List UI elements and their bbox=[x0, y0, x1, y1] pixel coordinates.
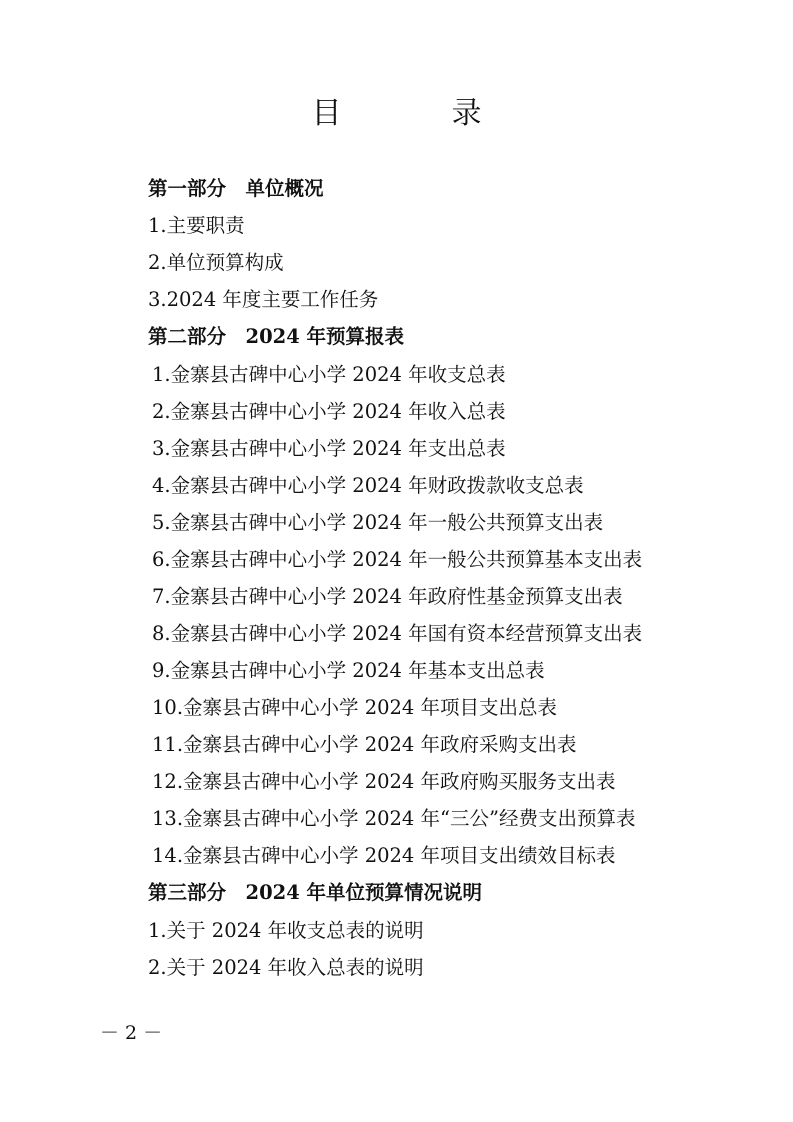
toc-item[interactable]: 12.金寨县古碑中心小学 2024 年政府购买服务支出表 bbox=[152, 770, 616, 793]
toc-item[interactable]: 2.关于 2024 年收入总表的说明 bbox=[148, 956, 424, 979]
toc-item[interactable]: 10.金寨县古碑中心小学 2024 年项目支出总表 bbox=[152, 696, 558, 719]
section-heading-part-1[interactable]: 第一部分 单位概况 bbox=[148, 177, 324, 200]
toc-item[interactable]: 14.金寨县古碑中心小学 2024 年项目支出绩效目标表 bbox=[152, 844, 616, 867]
toc-item[interactable]: 1.主要职责 bbox=[148, 214, 245, 237]
page-number: － 2 － bbox=[100, 1022, 163, 1044]
toc-item[interactable]: 7.金寨县古碑中心小学 2024 年政府性基金预算支出表 bbox=[152, 585, 623, 608]
toc-item[interactable]: 5.金寨县古碑中心小学 2024 年一般公共预算支出表 bbox=[152, 511, 604, 534]
toc-item[interactable]: 9.金寨县古碑中心小学 2024 年基本支出总表 bbox=[152, 659, 545, 682]
toc-item[interactable]: 4.金寨县古碑中心小学 2024 年财政拨款收支总表 bbox=[152, 474, 584, 497]
toc-item[interactable]: 1.关于 2024 年收支总表的说明 bbox=[148, 919, 424, 942]
toc-item[interactable]: 1.金寨县古碑中心小学 2024 年收支总表 bbox=[152, 363, 506, 386]
toc-item[interactable]: 2.单位预算构成 bbox=[148, 251, 284, 274]
toc-item[interactable]: 3.金寨县古碑中心小学 2024 年支出总表 bbox=[152, 437, 506, 460]
toc-item[interactable]: 11.金寨县古碑中心小学 2024 年政府采购支出表 bbox=[152, 733, 577, 756]
page-title: 目 录 bbox=[311, 96, 522, 131]
toc-item[interactable]: 8.金寨县古碑中心小学 2024 年国有资本经营预算支出表 bbox=[152, 622, 643, 645]
toc-item[interactable]: 13.金寨县古碑中心小学 2024 年“三公”经费支出预算表 bbox=[152, 807, 636, 830]
toc-item[interactable]: 2.金寨县古碑中心小学 2024 年收入总表 bbox=[152, 400, 506, 423]
section-heading-part-3[interactable]: 第三部分 2024 年单位预算情况说明 bbox=[148, 881, 483, 904]
toc-item[interactable]: 6.金寨县古碑中心小学 2024 年一般公共预算基本支出表 bbox=[152, 548, 643, 571]
toc-item[interactable]: 3.2024 年度主要工作任务 bbox=[148, 288, 379, 311]
section-heading-part-2[interactable]: 第二部分 2024 年预算报表 bbox=[148, 325, 405, 348]
